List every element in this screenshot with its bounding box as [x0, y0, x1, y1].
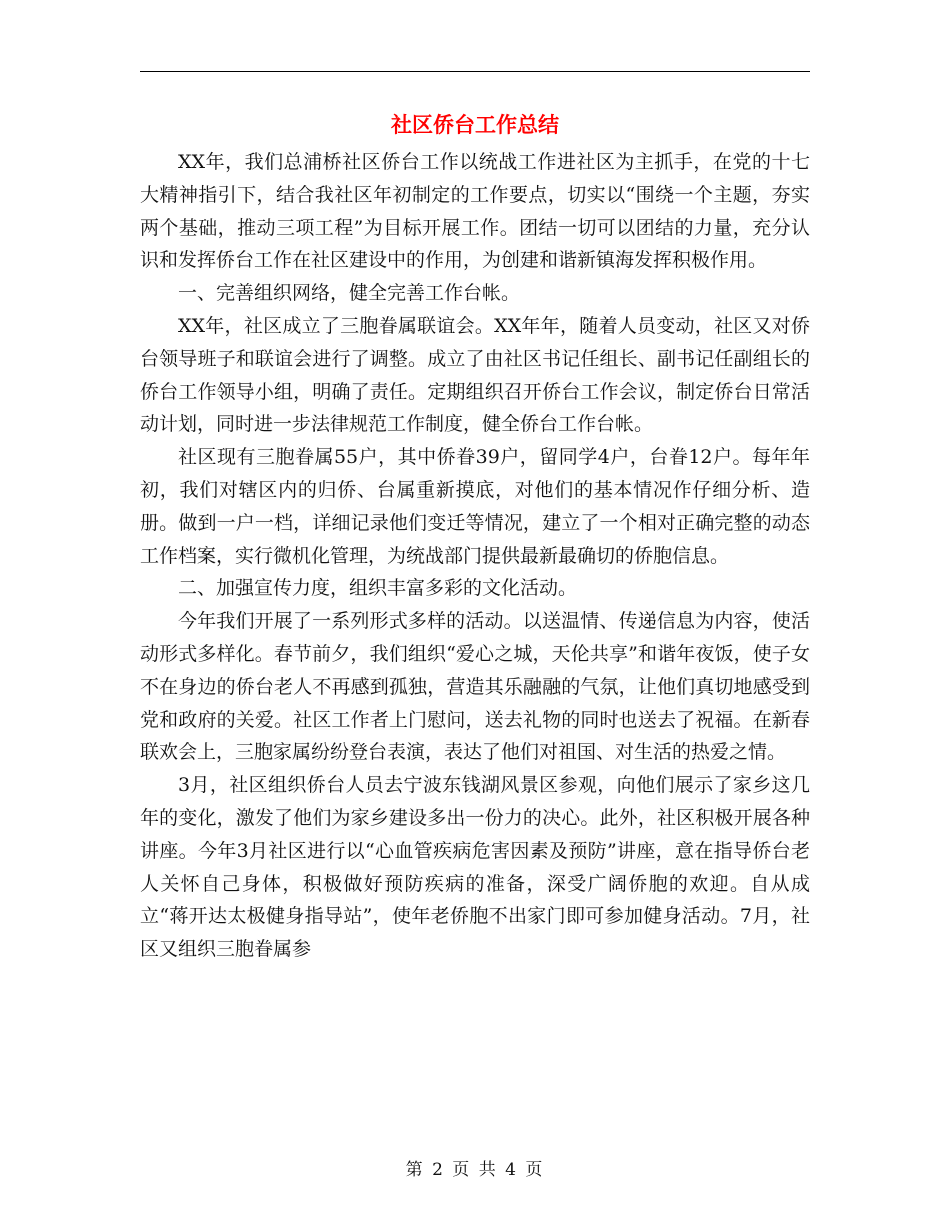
- paragraph: XX年，社区成立了三胞眷属联谊会。XX年年，随着人员变动，社区又对侨台领导班子和联谊会进行了调整。成立了由社区书记任组长、副书记任副组长的侨台工作领导小组，明确了责任。定期组织召开侨台工作会议，制定侨台日常活动计划，同时进一步法律规范工作制度，健全侨台工作台帐。: [140, 314, 810, 436]
- paragraph: 社区现有三胞眷属55户，其中侨眷39户，留同学4户，台眷12户。每年年初，我们对辖区内的归侨、台属重新摸底，对他们的基本情况作仔细分析、造册。做到一户一档，详细记录他们变迁等情况，建立了一个相对正确完整的动态工作档案，实行微机化管理，为统战部门提供最新最确切的侨胞信息。: [140, 446, 810, 567]
- document-body: [140, 146, 810, 966]
- paragraph: XX年，我们总浦桥社区侨台工作以统战工作进社区为主抓手，在党的十七大精神指引下，结合我社区年初制定的工作要点，切实以“围绕一个主题，夯实两个基础，推动三项工程”为目标开展工作。团结一切可以团结的力量，充分认识和发挥侨台工作在社区建设中的作用，为创建和谐新镇海发挥积极作用。: [140, 151, 810, 272]
- section-heading: 二、加强宣传力度，组织丰富多彩的文化活动。: [178, 577, 578, 600]
- page-number-footer: 第 2 页 共 4 页: [405, 1160, 545, 1180]
- header-rule: [140, 71, 810, 72]
- document-title: 社区侨台工作总结: [391, 112, 559, 137]
- section-heading: 一、完善组织网络，健全完善工作台帐。: [178, 282, 521, 305]
- paragraph: 今年我们开展了一系列形式多样的活动。以送温情、传递信息为内容，使活动形式多样化。春节前夕，我们组织“爱心之城，天伦共享”和谐年夜饭，使子女不在身边的侨台老人不再感到孤独，营造其乐融融的气氛，让他们真切地感受到党和政府的关爱。社区工作者上门慰问，送去礼物的同时也送去了祝福。在新春联欢会上，三胞家属纷纷登台表演，表达了他们对祖国、对生活的热爱之情。: [140, 610, 810, 764]
- paragraph: 3月，社区组织侨台人员去宁波东钱湖风景区参观，向他们展示了家乡这几年的变化，激发了他们为家乡建设多出一份力的决心。此外，社区积极开展各种讲座。今年3月社区进行以“心血管疾病危害因素及预防”讲座，意在指导侨台老人关怀自己身体，积极做好预防疾病的准备，深受广阔侨胞的欢迎。自从成立“蒋开达太极健身指导站”，使年老侨胞不出家门即可参加健身活动。7月，社区又组织三胞眷属参: [140, 774, 810, 961]
